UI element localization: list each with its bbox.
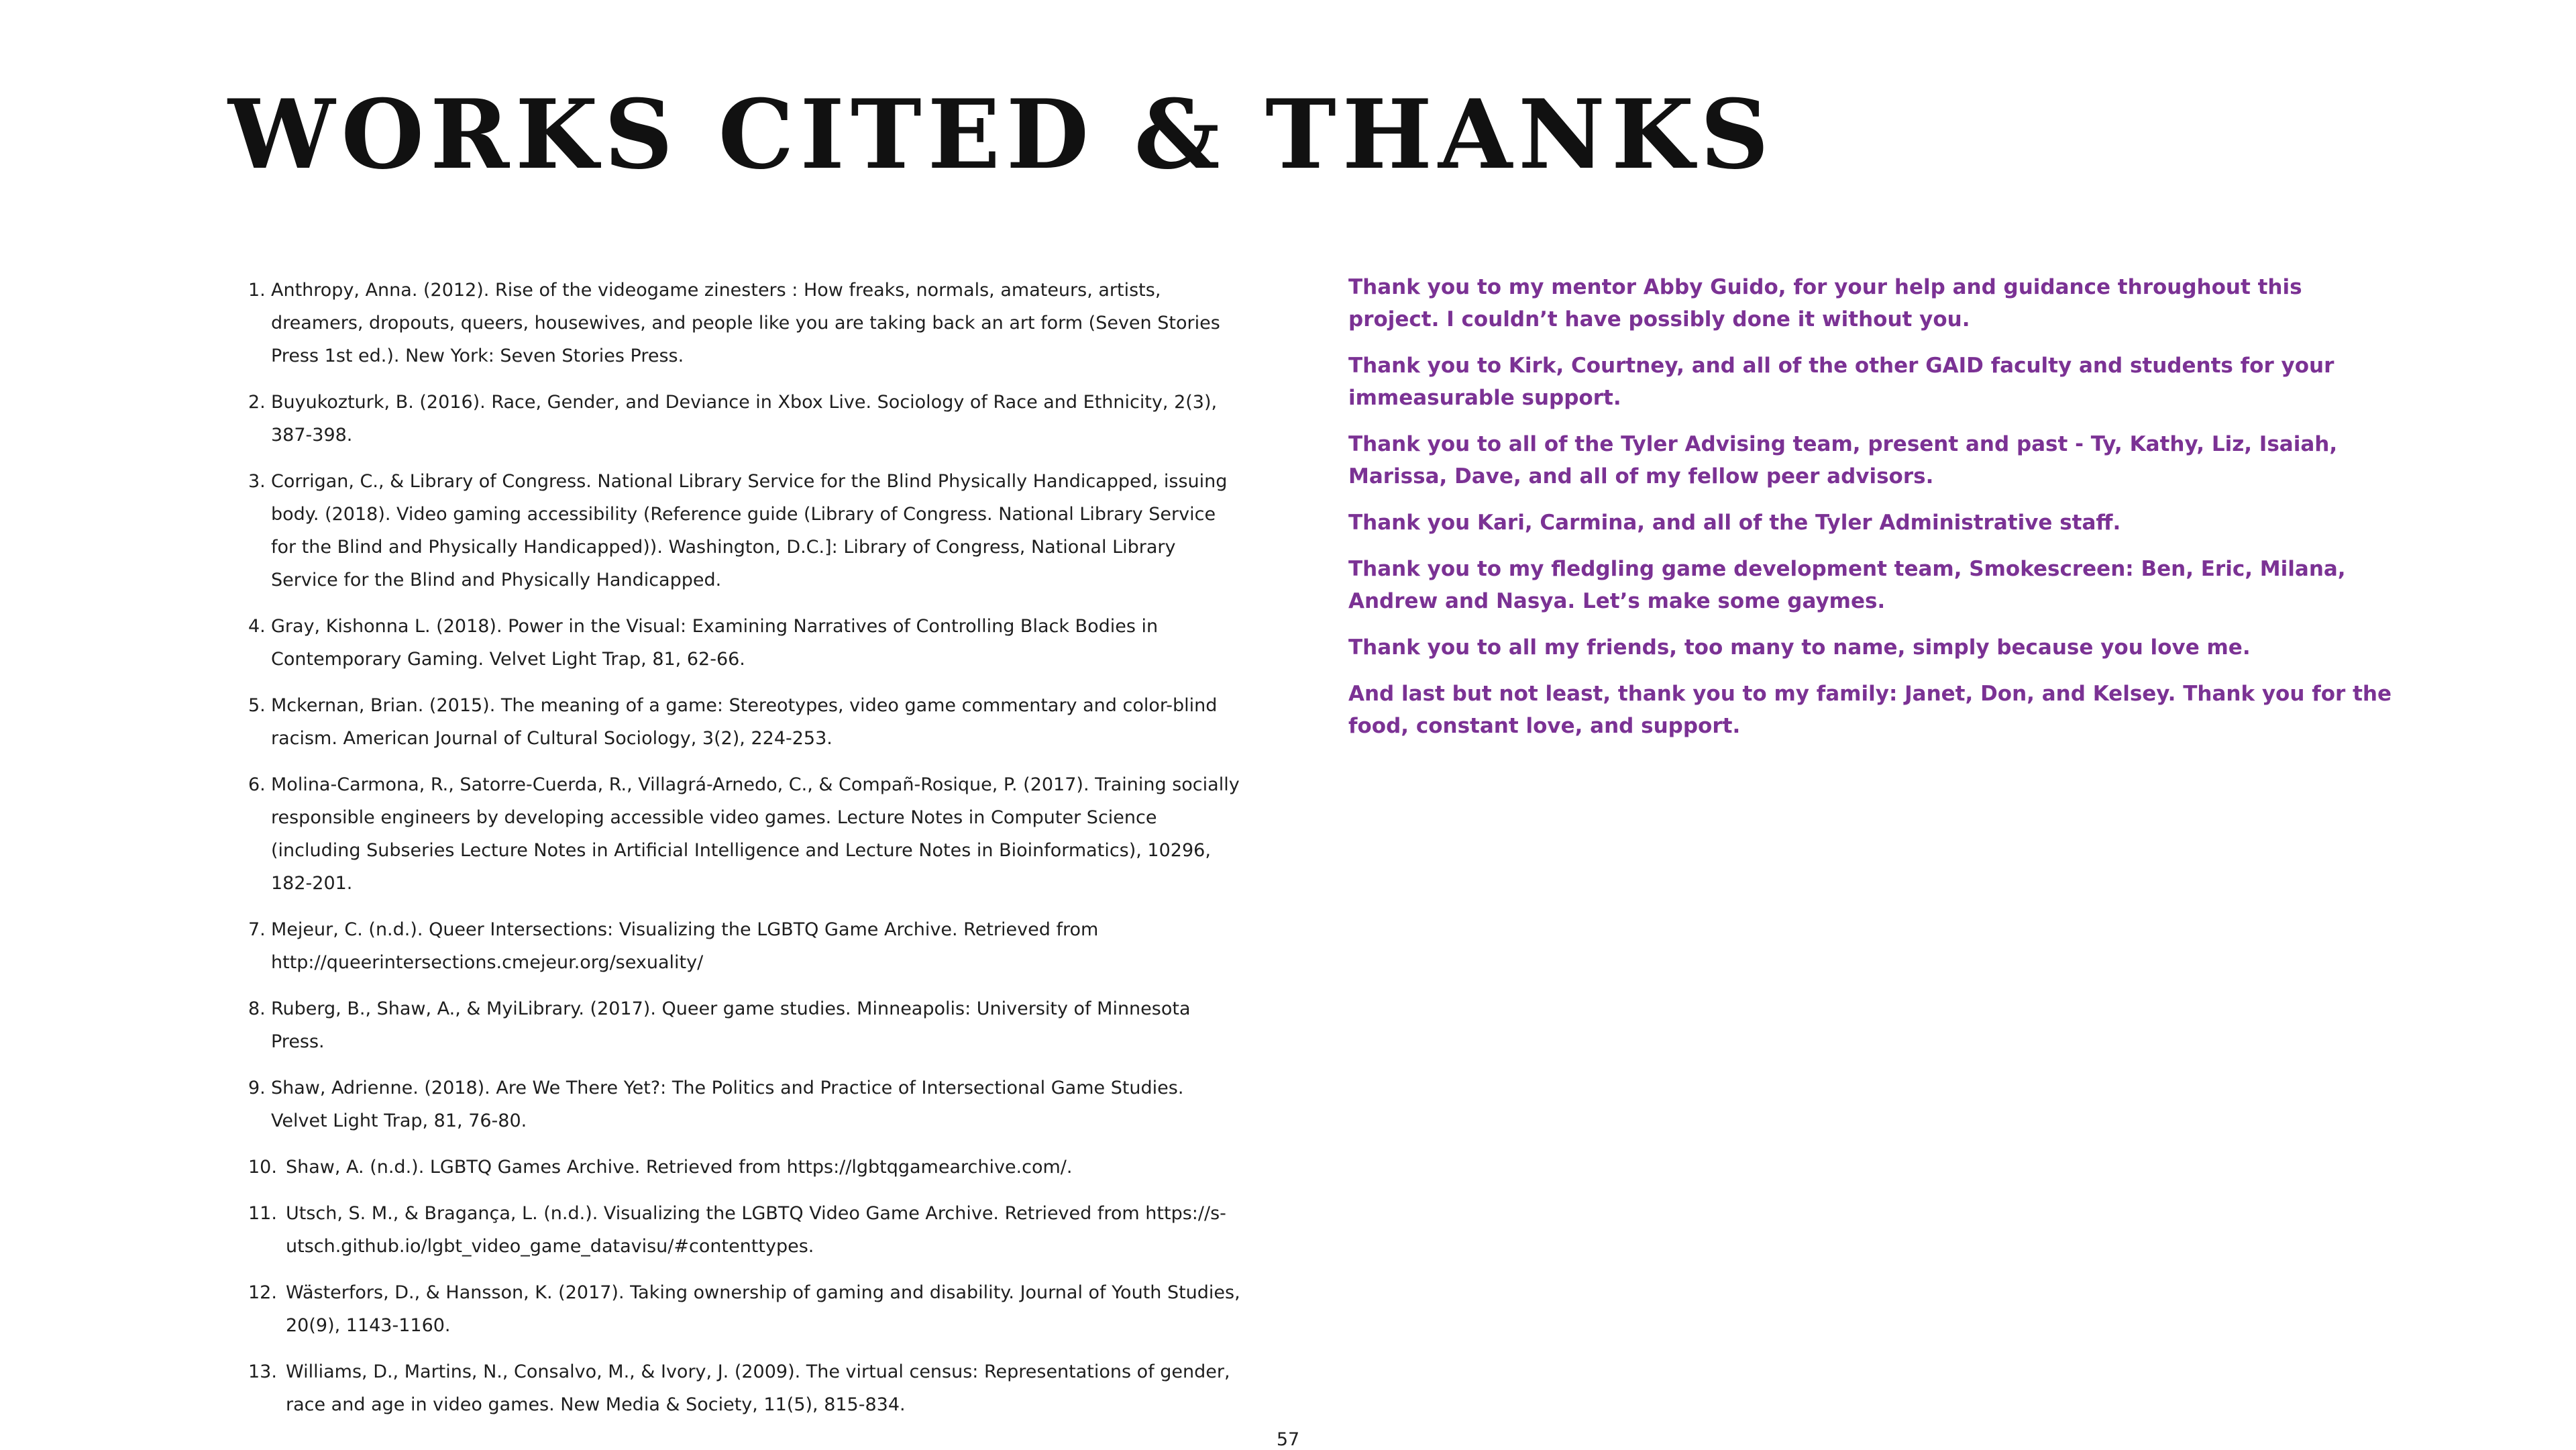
reference-item: [248, 992, 1241, 1058]
reference-text: Molina-Carmona, R., Satorre-Cuerda, R., Villagrá-Arnedo, C., & Compañ-Rosique, P. (2017). Training socially responsible engineers by developing accessible video games. Lecture Notes in Computer Science (including Subseries Lecture Notes in Artificial Intelligence and Lecture Notes in Bioinformatics), 10296, 182-201.: [271, 774, 1240, 894]
reference-number: 12.: [248, 1282, 277, 1303]
reference-text: Ruberg, B., Shaw, A., & MyiLibrary. (2017). Queer game studies. Minneapolis: University of Minnesota Press.: [271, 998, 1191, 1052]
reference-item: [248, 610, 1241, 676]
reference-number: 2.: [248, 392, 266, 413]
thanks-paragraph: Thank you to Kirk, Courtney, and all of the other GAID faculty and students for your immeasurable support.: [1348, 354, 2334, 410]
reference-text: Mckernan, Brian. (2015). The meaning of a game: Stereotypes, video game commentary and color-blind racism. American Journal of Cultural Sociology, 3(2), 224-253.: [271, 695, 1218, 749]
reference-text: Shaw, A. (n.d.). LGBTQ Games Archive. Retrieved from https://lgbtqgamearchive.com/.: [286, 1157, 1073, 1178]
reference-text: Wästerfors, D., & Hansson, K. (2017). Taking ownership of gaming and disability. Journal of Youth Studies, 20(9), 1143-1160.: [286, 1282, 1240, 1336]
reference-item: [248, 1276, 1241, 1342]
reference-item: [248, 465, 1241, 597]
reference-number: 10.: [248, 1157, 277, 1178]
reference-text: Buyukozturk, B. (2016). Race, Gender, and Deviance in Xbox Live. Sociology of Race and Ethnicity, 2(3), 387-398.: [271, 392, 1218, 446]
reference-item: [248, 913, 1241, 979]
reference-text: Utsch, S. M., & Bragança, L. (n.d.). Visualizing the LGBTQ Video Game Archive. Retrieved from https://s-utsch.github.io/lgbt_video_game_datavisu/#contenttypes.: [286, 1203, 1226, 1257]
reference-text: Gray, Kishonna L. (2018). Power in the Visual: Examining Narratives of Controlling Black Bodies in Contemporary Gaming. Velvet Light Trap, 81, 62-66.: [271, 616, 1159, 670]
thanks-section: [1348, 271, 2395, 756]
reference-number: 13.: [248, 1361, 277, 1382]
thanks-paragraph: Thank you to my mentor Abby Guido, for your help and guidance throughout this project. I couldn’t have possibly done it without you.: [1348, 275, 2302, 331]
thanks-paragraph: Thank you to all of the Tyler Advising team, present and past - Ty, Kathy, Liz, Isaiah, Marissa, Dave, and all of my fellow peer advisors.: [1348, 432, 2338, 488]
reference-text: Williams, D., Martins, N., Consalvo, M., & Ivory, J. (2009). The virtual census: Representations of gender, race and age in video games. New Media & Society, 11(5), 815-834.: [286, 1361, 1230, 1415]
reference-number: 11.: [248, 1203, 277, 1224]
reference-item: [248, 689, 1241, 755]
page-title: WORKS CITED & THANKS: [228, 79, 1775, 191]
reference-text: Anthropy, Anna. (2012). Rise of the videogame zinesters : How freaks, normals, amateurs, artists, dreamers, dropouts, queers, housewives, and people like you are taking back an art form (Seven Stories Press 1st ed.). New York: Seven Stories Press.: [271, 280, 1220, 366]
works-cited-list: [248, 274, 1241, 1435]
thanks-paragraph: Thank you to my fledgling game development team, Smokescreen: Ben, Eric, Milana, Andrew and Nasya. Let’s make some gaymes.: [1348, 557, 2346, 613]
thanks-paragraph: Thank you Kari, Carmina, and all of the Tyler Administrative staff.: [1348, 511, 2121, 535]
reference-item: [248, 386, 1241, 452]
reference-number: 7.: [248, 919, 266, 940]
reference-item: [248, 768, 1241, 900]
reference-number: 9.: [248, 1078, 266, 1098]
reference-number: 6.: [248, 774, 266, 795]
thanks-paragraph: Thank you to all my friends, too many to name, simply because you love me.: [1348, 635, 2251, 660]
reference-text: Corrigan, C., & Library of Congress. National Library Service for the Blind Physically Handicapped, issuing body. (2018). Video gaming accessibility (Reference guide (Library of Congress. National Library Service for the Blind and Physically Handicapped)). Washington, D.C.]: Library of Congress, National Library Service for the Blind and Physically Handicapped.: [271, 471, 1228, 590]
reference-text: Mejeur, C. (n.d.). Queer Intersections: Visualizing the LGBTQ Game Archive. Retrieved from http://queerintersections.cmejeur.org/sexuality/: [271, 919, 1099, 973]
reference-text: Shaw, Adrienne. (2018). Are We There Yet?: The Politics and Practice of Intersectional Game Studies. Velvet Light Trap, 81, 76-80.: [271, 1078, 1184, 1131]
reference-number: 3.: [248, 471, 266, 492]
reference-number: 1.: [248, 280, 266, 301]
reference-number: 5.: [248, 695, 266, 716]
reference-item: [248, 1197, 1241, 1263]
reference-item: [248, 274, 1241, 372]
thanks-paragraph: And last but not least, thank you to my family: Janet, Don, and Kelsey. Thank you for the food, constant love, and support.: [1348, 682, 2392, 738]
reference-number: 4.: [248, 616, 266, 637]
reference-item: [248, 1072, 1241, 1137]
reference-item: [248, 1355, 1241, 1421]
page-number: 57: [1276, 1429, 1300, 1450]
reference-item: [248, 1151, 1241, 1184]
reference-number: 8.: [248, 998, 266, 1019]
